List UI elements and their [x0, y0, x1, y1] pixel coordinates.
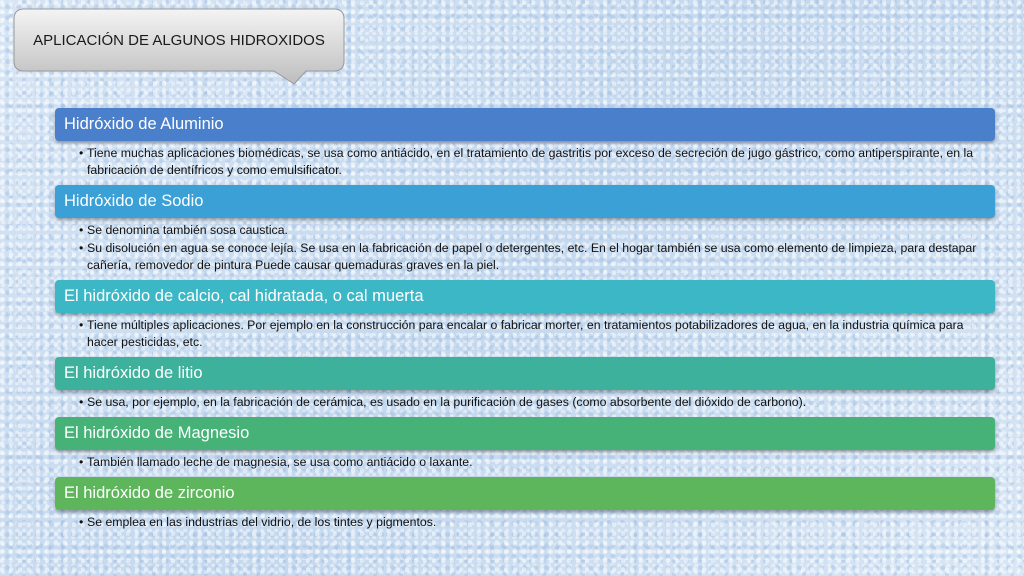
bullet-item: • Se usa, por ejemplo, en la fabricación de cerámica, es usado en la purificación de gases (como absorbente del dióxido de carbono). — [79, 394, 995, 411]
section-header: Hidróxido de Aluminio — [55, 108, 995, 141]
section-sodio — [55, 185, 995, 280]
section-zirconio — [55, 477, 995, 537]
bullet-item: • Se emplea en las industrias del vidrio, de los tintes y pigmentos. — [79, 514, 995, 531]
section-calcio — [55, 280, 995, 357]
section-header: Hidróxido de Sodio — [55, 185, 995, 218]
section-header: El hidróxido de zirconio — [55, 477, 995, 510]
section-bullets — [55, 218, 995, 280]
section-header: El hidróxido de calcio, cal hidratada, o cal muerta — [55, 280, 995, 313]
section-aluminio — [55, 108, 995, 185]
title-callout — [14, 9, 344, 71]
section-header: El hidróxido de litio — [55, 357, 995, 390]
section-bullets — [55, 313, 995, 357]
bullet-item: • Se denomina también sosa caustica. — [79, 222, 995, 239]
section-bullets — [55, 141, 995, 185]
hydroxide-list — [55, 108, 995, 537]
bullet-item: • También llamado leche de magnesia, se usa como antiácido o laxante. — [79, 454, 995, 471]
bullet-item: • Tiene muchas aplicaciones biomédicas, se usa como antiácido, en el tratamiento de gastritis por exceso de secreción de jugo gástrico, como antiperspirante, en la fabricación de dentífricos y como emulsificator. — [79, 145, 995, 179]
page-title: APLICACIÓN DE ALGUNOS HIDROXIDOS — [33, 31, 325, 49]
section-bullets — [55, 510, 995, 537]
section-bullets — [55, 450, 995, 477]
section-header: El hidróxido de Magnesio — [55, 417, 995, 450]
section-magnesio — [55, 417, 995, 477]
bullet-item: • Tiene múltiples aplicaciones. Por ejemplo en la construcción para encalar o fabricar morter, en tratamientos potabilizadores de agua, en la industria química para hacer pesticidas, etc. — [79, 317, 995, 351]
section-litio — [55, 357, 995, 417]
bullet-item: • Su disolución en agua se conoce lejía. Se usa en la fabricación de papel o detergentes, etc. En el hogar también se usa como elemento de limpieza, para destapar cañería, removedor de pintura Puede causar quemaduras graves en la piel. — [79, 240, 995, 274]
section-bullets — [55, 390, 995, 417]
